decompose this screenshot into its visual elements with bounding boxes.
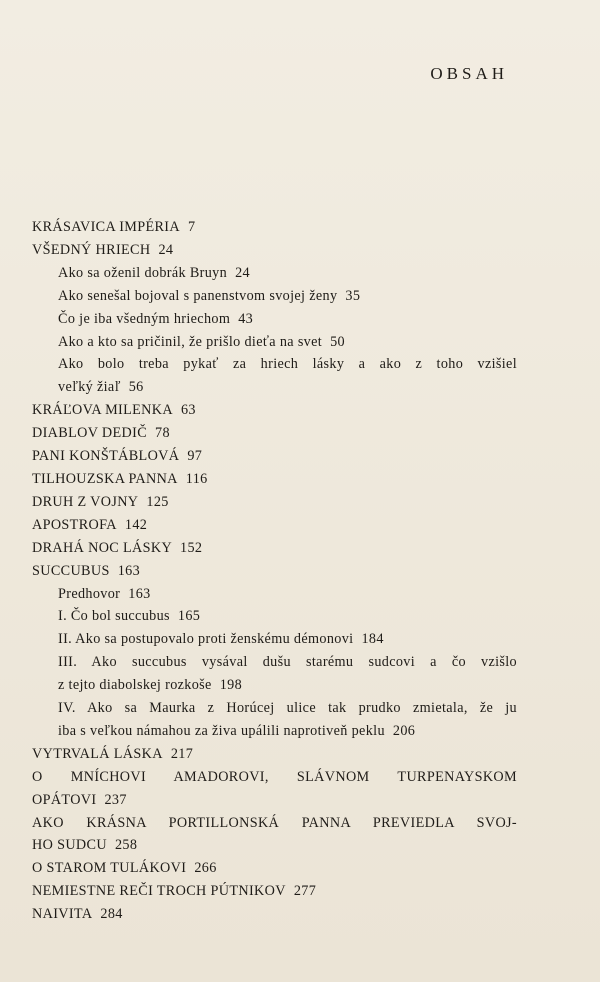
toc-entry-title: Ako sa oženil dobrák Bruyn	[58, 264, 228, 281]
page-heading: OBSAH	[430, 64, 508, 83]
toc-entry-title: VYTRVALÁ LÁSKA	[32, 745, 163, 762]
toc-entry	[32, 216, 517, 239]
toc-entry-page: 7	[187, 219, 196, 235]
toc-entry-page: 163	[117, 562, 141, 579]
toc-entry-title: APOSTROFA	[32, 516, 117, 533]
toc-entry-page: 198	[219, 677, 243, 694]
toc-entry-title: III. Ako succubus vysával dušu starému sudcovi a čo vzišlo	[58, 654, 517, 671]
toc-entry-page: 125	[146, 493, 169, 510]
toc-entry-title: O STAROM TULÁKOVI	[32, 860, 187, 877]
toc-entry-page: 152	[180, 539, 203, 556]
toc-entry-page: 24	[235, 264, 250, 281]
toc-entry	[32, 537, 517, 560]
toc-entry-page: 217	[170, 745, 194, 762]
toc-entry	[32, 331, 517, 354]
toc-entry-page: 24	[158, 241, 174, 258]
toc-entry-page: 237	[104, 791, 127, 808]
toc-entry	[32, 651, 517, 674]
toc-entry-page: 206	[392, 722, 416, 739]
toc-entry-title: KRÁĽOVA MILENKA	[32, 402, 173, 419]
toc-entry	[32, 468, 517, 491]
toc-entry	[32, 743, 517, 766]
toc-entry-page: 163	[128, 585, 151, 602]
toc-entry-page: 266	[194, 860, 217, 877]
toc-entry-page: 78	[155, 425, 170, 442]
toc-entry-page: 284	[100, 906, 123, 923]
toc-entry	[32, 262, 517, 285]
toc-entry	[32, 422, 517, 445]
toc-entry	[32, 880, 517, 903]
toc-entry	[32, 491, 517, 514]
toc-entry-title: KRÁSAVICA IMPÉRIA	[32, 219, 180, 235]
toc-entry	[32, 308, 517, 331]
toc-entry-page: 142	[124, 516, 148, 533]
toc-entry-title: O MNÍCHOVI AMADOROVI, SLÁVNOM TURPENAYSKOM	[32, 768, 517, 785]
toc-entry-page: 63	[180, 402, 196, 419]
toc-entry	[32, 285, 517, 308]
toc-entry-title: TILHOUZSKA PANNA	[32, 470, 178, 487]
toc-entry-title: z tejto diabolskej rozkoše	[58, 677, 212, 694]
toc-entry-title: Ako a kto sa pričinil, že prišlo dieťa na svet	[58, 333, 323, 350]
toc-entry	[32, 353, 517, 376]
toc-entry-page: 43	[238, 310, 254, 327]
toc-entry-title: DRUH Z VOJNY	[32, 493, 139, 510]
toc-entry-title: Predhovor	[58, 585, 121, 602]
toc-entry-page: 277	[293, 883, 317, 900]
toc-entry	[32, 239, 517, 262]
toc-entry	[32, 583, 517, 606]
toc-entry-title: I. Čo bol succubus	[58, 608, 170, 625]
toc-entry-title: NEMIESTNE REČI TROCH PÚTNIKOV	[32, 883, 286, 900]
toc-entry	[32, 445, 517, 468]
toc-entry-title: NAIVITA	[32, 906, 93, 923]
toc-entry-title: veľký žiaľ	[58, 379, 121, 396]
toc-entry-title: DRAHÁ NOC LÁSKY	[32, 539, 173, 556]
toc-entry-page: 35	[345, 287, 361, 304]
toc-entry-continuation	[32, 376, 517, 399]
toc-entry	[32, 766, 517, 789]
toc-entry-title: Ako senešal bojoval s panenstvom svojej ženy	[58, 287, 338, 304]
toc-entry	[32, 857, 517, 880]
toc-entry	[32, 697, 517, 720]
toc-entry-continuation	[32, 720, 517, 743]
toc-entry-page: 165	[177, 608, 201, 625]
toc-entry-page: 184	[361, 631, 384, 648]
toc-entry-title: OPÁTOVI	[32, 791, 97, 808]
toc-entry-title: VŠEDNÝ HRIECH	[32, 241, 151, 258]
toc-entry-title: IV. Ako sa Maurka z Horúcej ulice tak prudko zmietala, že ju	[58, 700, 517, 717]
toc-entry-page: 50	[330, 333, 345, 350]
table-of-contents	[32, 216, 517, 926]
toc-entry	[32, 560, 517, 583]
toc-entry-title: AKO KRÁSNA PORTILLONSKÁ PANNA PREVIEDLA SVOJ-	[32, 814, 517, 831]
toc-entry	[32, 628, 517, 651]
toc-entry-page: 258	[114, 837, 138, 854]
toc-entry-title: SUCCUBUS	[32, 562, 110, 579]
toc-entry-continuation	[32, 834, 517, 857]
toc-entry-title: Ako bolo treba pykať za hriech lásky a ako z toho vzišiel	[58, 356, 517, 373]
toc-entry-continuation	[32, 674, 517, 697]
toc-entry-title: HO SUDCU	[32, 837, 107, 854]
toc-entry-title: PANI KONŠTÁBLOVÁ	[32, 448, 180, 465]
toc-entry	[32, 903, 517, 926]
toc-entry-title: II. Ako sa postupovalo proti ženskému démonovi	[58, 631, 354, 648]
toc-entry	[32, 514, 517, 537]
toc-entry-page: 116	[185, 470, 208, 487]
toc-entry-page: 56	[128, 379, 144, 396]
toc-entry-title: Čo je iba všedným hriechom	[58, 310, 231, 327]
toc-entry	[32, 399, 517, 422]
toc-entry	[32, 812, 517, 835]
toc-entry-continuation	[32, 789, 517, 812]
toc-entry	[32, 605, 517, 628]
toc-entry-title: DIABLOV DEDIČ	[32, 425, 148, 442]
toc-entry-page: 97	[187, 448, 203, 465]
toc-entry-title: iba s veľkou námahou za živa upálili naprotiveň peklu	[58, 722, 385, 739]
